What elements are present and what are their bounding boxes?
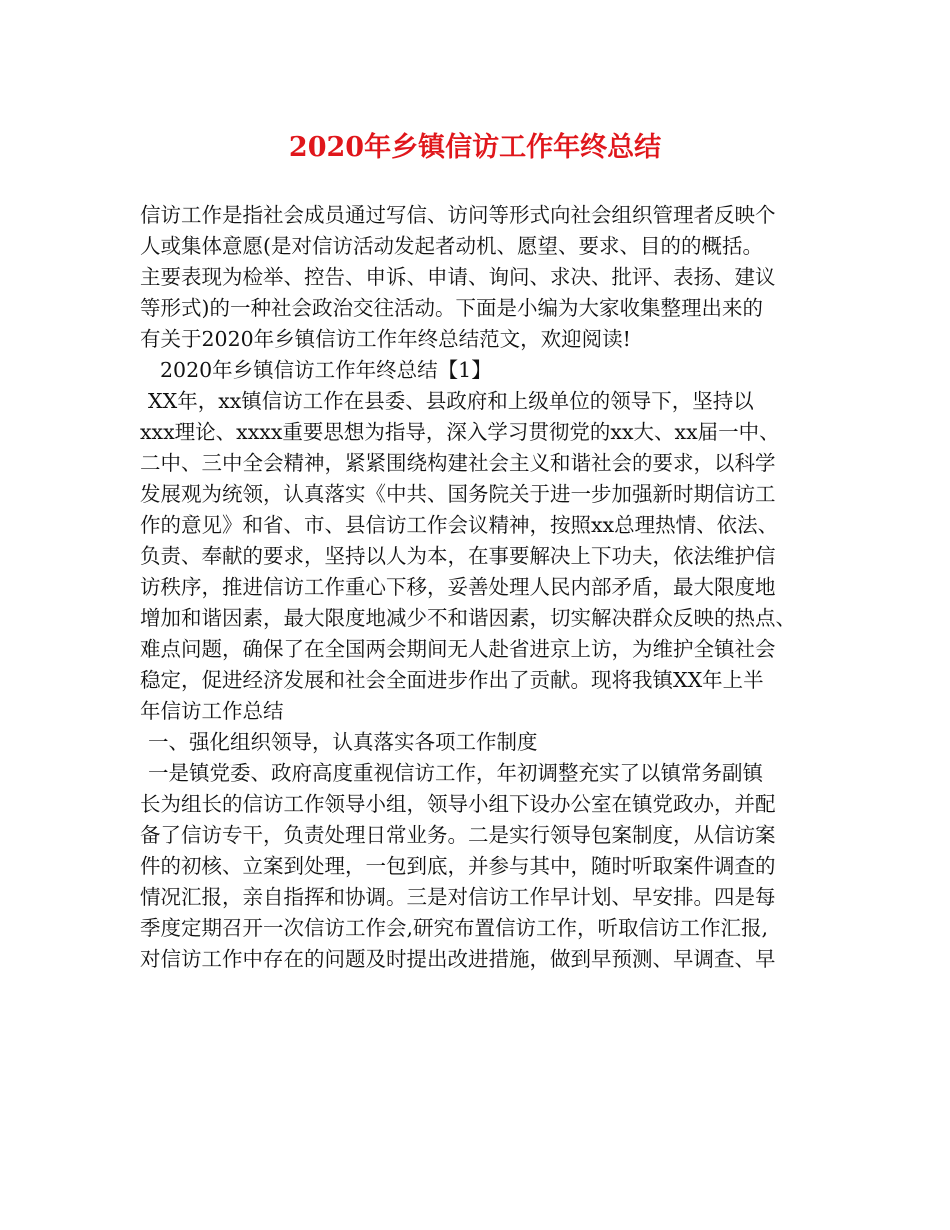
document-body [140, 200, 820, 975]
body-line: 备了信访专干，负责处理日常业务。二是实行领导包案制度，从信访案 [140, 823, 776, 847]
body-line: 访秩序，推进信访工作重心下移，妥善处理人民内部矛盾，最大限度地 [140, 575, 776, 599]
body-line: 作的意见》和省、市、县信访工作会议精神，按照xx总理热情、依法、 [140, 513, 779, 537]
body-line: 年信访工作总结 [140, 699, 284, 723]
body-line: 难点问题，确保了在全国两会期间无人赴省进京上访，为维护全镇社会 [140, 637, 776, 661]
body-line: 人或集体意愿(是对信访活动发起者动机、愿望、要求、目的的概括。 [140, 234, 763, 258]
body-line: 对信访工作中存在的问题及时提出改进措施，做到早预测、早调查、早 [140, 947, 776, 971]
body-line: 季度定期召开一次信访工作会,研究布置信访工作，听取信访工作汇报, [140, 916, 769, 940]
document-title: 2020年乡镇信访工作年终总结 [288, 132, 662, 163]
body-line: 发展观为统领，认真落实《中共、国务院关于进一步加强新时期信访工 [140, 482, 776, 506]
body-line: xxx理论、xxxx重要思想为指导，深入学习贯彻党的xx大、xx届一中、 [140, 420, 780, 444]
body-line: 有关于2020年乡镇信访工作年终总结范文，欢迎阅读! [140, 327, 631, 351]
body-line: 稳定，促进经济发展和社会全面进步作出了贡献。现将我镇XX年上半 [140, 668, 764, 692]
body-line: 主要表现为检举、控告、申诉、申请、询问、求决、批评、表扬、建议 [140, 265, 776, 289]
body-line: 长为组长的信访工作领导小组，领导小组下设办公室在镇党政办，并配 [140, 792, 776, 816]
body-line: 一是镇党委、政府高度重视信访工作，年初调整充实了以镇常务副镇 [148, 761, 763, 785]
body-line: 信访工作是指社会成员通过写信、访问等形式向社会组织管理者反映个 [140, 203, 776, 227]
body-line: 二中、三中全会精神，紧紧围绕构建社会主义和谐社会的要求，以科学 [140, 451, 776, 475]
body-line: 增加和谐因素，最大限度地减少不和谐因素，切实解决群众反映的热点、 [140, 606, 796, 630]
body-line: 负责、奉献的要求，坚持以人为本，在事要解决上下功夫，依法维护信 [140, 544, 776, 568]
body-line: XX年，xx镇信访工作在县委、县政府和上级单位的领导下，坚持以 [148, 389, 754, 413]
body-line: 等形式)的一种社会政治交往活动。下面是小编为大家收集整理出来的 [140, 296, 763, 320]
body-line: 件的初核、立案到处理，一包到底，并参与其中，随时听取案件调查的 [140, 854, 776, 878]
body-line: 情况汇报，亲自指挥和协调。三是对信访工作早计划、早安排。四是每 [140, 885, 776, 909]
section-heading-1: 2020年乡镇信访工作年终总结【1】 [160, 358, 492, 382]
subsection-heading: 一、强化组织领导，认真落实各项工作制度 [148, 730, 538, 754]
